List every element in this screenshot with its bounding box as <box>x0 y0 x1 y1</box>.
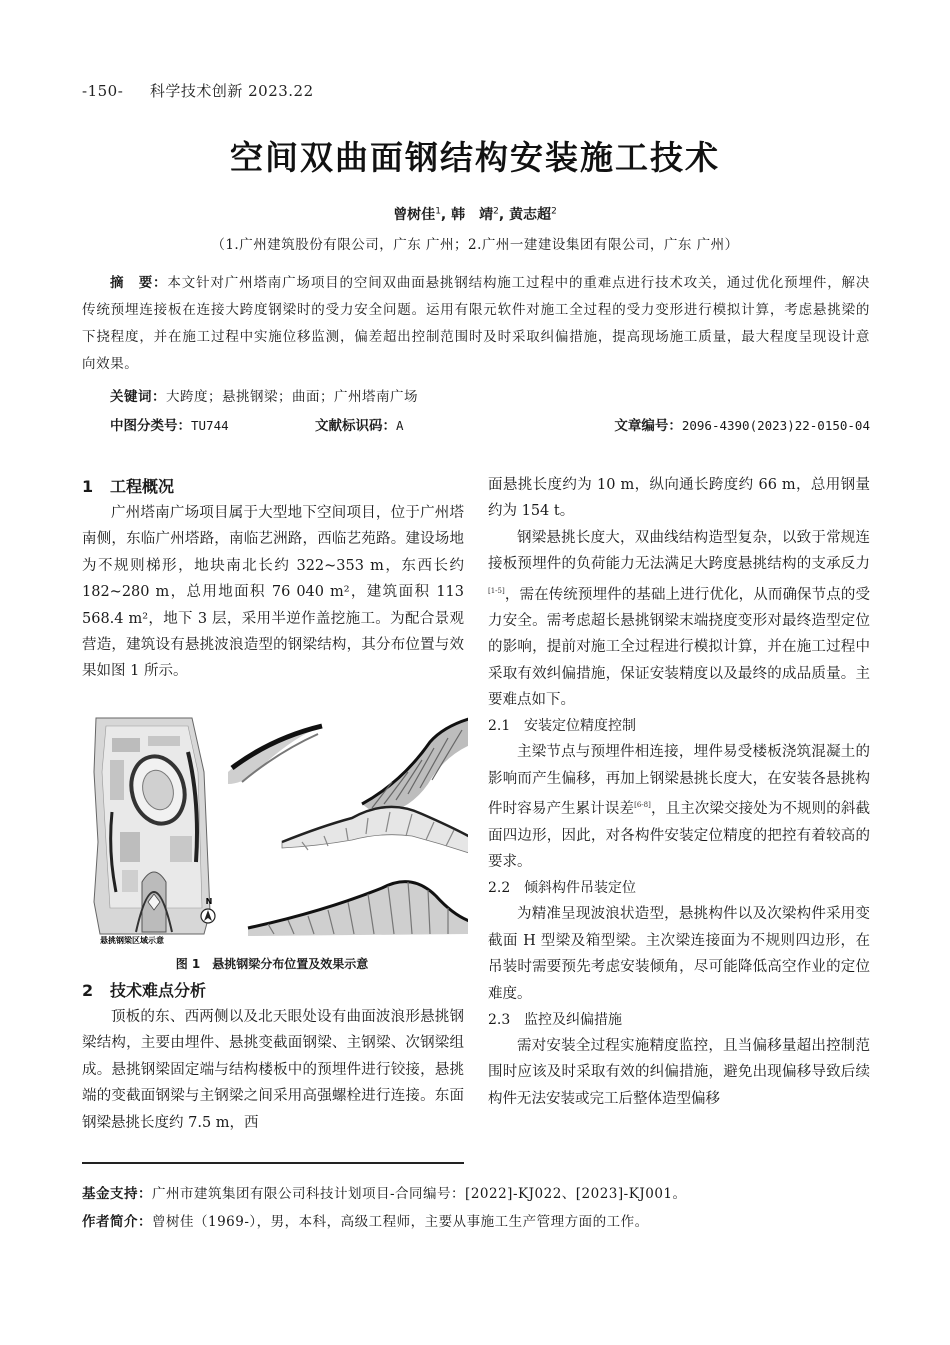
figure-1 <box>92 712 468 948</box>
render-long-span <box>248 882 468 936</box>
clc-code: 中图分类号：TU744 <box>110 418 229 434</box>
right-paragraph-2: 主梁节点与预埋件相连接，埋件易受楼板浇筑混凝土的影响而产生偏移，再加上钢梁悬挑长度大，在安装各悬挑构件时容易产生累计误差[6-8]，且主次梁交接处为不规则的斜截面四边形，因此，对各构件安装定位精度的把控有着较高的要求。 <box>488 744 871 870</box>
figure-1-caption <box>82 955 462 972</box>
citation-6-8: [6-8] <box>634 801 651 810</box>
right-paragraph-1: 钢梁悬挑长度大，双曲线结构造型复杂，以致于常规连接板预埋件的负荷能力无法满足大跨度悬挑结构的支承反力[1-5]，需在传统预埋件的基础上进行优化，从而确保节点的受力安全。需考虑超长悬挑钢梁末端挠度变形对最终造型定位的影响，提前对施工全过程进行模拟计算，并在施工过程中采取有效纠偏措施，保证安装精度以及最终的成品质量。主要难点如下。 <box>488 529 870 709</box>
journal-name: 科学技术创新 2023.22 <box>149 82 314 100</box>
author-list: 曾树佳$^1$, 韩 靖$^2$, 黄志超$^2$ <box>393 206 557 223</box>
author-1-affil: 1 <box>435 206 441 217</box>
author-2-affil: 2 <box>493 206 499 217</box>
figure-1-caption-text: 悬挑钢梁分布位置及效果示意 <box>212 957 369 971</box>
render-wave-canopy <box>282 807 468 854</box>
doc-code: 文献标识码：A <box>315 418 404 434</box>
author-3-affil: 2 <box>551 206 557 217</box>
keywords-text: 大跨度；悬挑钢梁；曲面；广州塔南广场 <box>166 389 418 405</box>
citation-1-5: [1-5] <box>488 586 505 595</box>
subsection-2-3-heading: 2.3 监控及纠偏措施 <box>488 1011 622 1028</box>
abstract-text: 本文针对广州塔南广场项目的空间双曲面悬挑钢结构施工过程中的重难点进行技术攻关，通过优化预埋件，解决传统预埋连接板在连接大跨度钢梁时的受力安全问题。运用有限元软件对施工全过程的受力变形进行模拟计算，考虑悬挑梁的下挠程度，并在施工过程中实施位移监测，偏差超出控制范围时及时采取纠偏措施，提高现场施工质量，最大程度呈现设计意向效果。 <box>82 275 871 372</box>
author-2: 韩 靖 <box>451 207 494 223</box>
render-curved-beam <box>228 726 322 784</box>
affiliations: （1.广州建筑股份有限公司，广东 广州；2.广州一建建设集团有限公司，广东 广州） <box>211 237 739 253</box>
keywords <box>110 385 418 405</box>
right-paragraph-3: 为精准呈现波浪状造型，悬挑构件以及次梁构件采用变截面 H 型梁及箱型梁。主次梁连接面为不规则四边形，在吊装时需要预先考虑安装倾角，尽可能降低高空作业的定位难度。 <box>488 906 870 1002</box>
subsection-2-2-heading: 2.2 倾斜构件吊装定位 <box>488 880 636 897</box>
running-header <box>82 80 314 101</box>
left-column-bottom <box>82 978 464 1136</box>
section-1-paragraph: 广州塔南广场项目属于大型地下空间项目，位于广州塔南侧，东临广州塔路，南临艺洲路，西临艺苑路。建设场地为不规则梯形，地块南北长约 322~353 m，东西长约 182~280 m，总用地面积 76 040 m²，建筑面积 113 568.4 m²，地下 3 层，采用半逆作盖挖施工。为配合景观营造，建筑设有悬挑波浪造型的钢梁结构，其分布位置与效果如图 1 所示。 <box>82 505 464 680</box>
figure-1-graphic <box>92 712 468 948</box>
right-paragraph-4: 需对安装全过程实施精度监控，且当偏移量超出控制范围时应该及时采取有效的纠偏措施，避免出现偏移导致后续构件无法安装或完工后整体造型偏移 <box>488 1037 870 1107</box>
author-1: 曾树佳 <box>393 207 436 223</box>
footnote-rule <box>82 1162 464 1164</box>
section-2-heading: 2 技术难点分析 <box>82 981 207 1000</box>
north-arrow-icon <box>201 909 215 923</box>
right-column <box>488 472 870 1112</box>
site-plan-image <box>92 712 222 948</box>
plan-label: 悬挑钢梁区域示意 <box>100 936 164 945</box>
subsection-2-1-heading: 2.1 安装定位精度控制 <box>488 718 636 735</box>
article-title: 空间双曲面钢结构安装施工技术 <box>230 138 720 177</box>
section-2-paragraph: 顶板的东、西两侧以及北天眼处设有曲面波浪形悬挑钢梁结构，主要由埋件、悬挑变截面钢梁、主钢梁、次钢梁组成。悬挑钢梁固定端与结构楼板中的预埋件进行铰接，悬挑端的变截面钢梁与主钢梁之间采用高强螺栓进行连接。东面钢梁悬挑长度约 7.5 m，西 <box>82 1009 464 1131</box>
north-label: N <box>205 897 213 906</box>
section-1-heading: 1 工程概况 <box>82 477 175 496</box>
abstract-label: 摘 要： <box>110 275 168 291</box>
abstract <box>82 270 870 378</box>
author-bio: 作者简介：曾树佳（1969-），男，本科，高级工程师，主要从事施工生产管理方面的工作。 <box>82 1214 649 1230</box>
figure-1-number: 图 1 <box>175 957 201 971</box>
funding-note: 基金支持：广州市建筑集团有限公司科技计划项目-合同编号：[2022]-KJ022、[2023]-KJ001。 <box>82 1186 687 1202</box>
keywords-label: 关键词： <box>110 389 166 405</box>
right-paragraph-0: 面悬挑长度约为 10 m，纵向通长跨度约 66 m，总用钢量约为 154 t。 <box>488 477 870 520</box>
page-number: -150- <box>82 82 124 100</box>
left-column-top <box>82 474 464 685</box>
article-number: 文章编号：2096-4390(2023)22-0150-04 <box>614 418 870 434</box>
author-3: 黄志超 <box>509 207 552 223</box>
render-waffle-roof <box>362 718 468 816</box>
